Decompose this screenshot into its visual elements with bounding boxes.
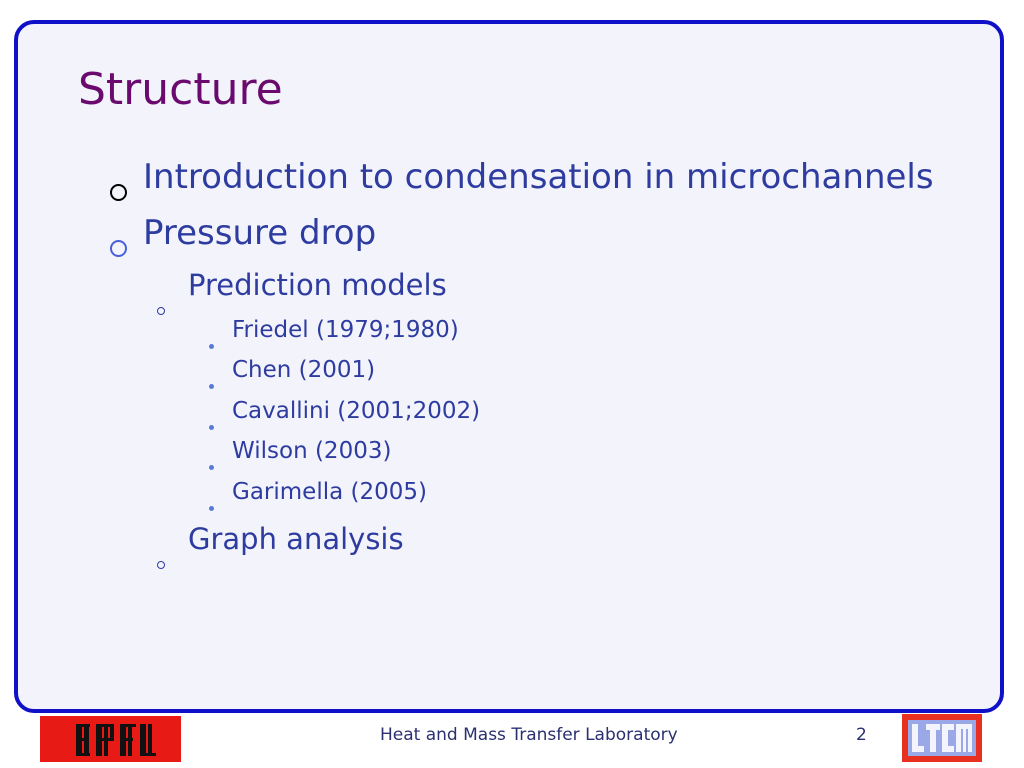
dot-bullet-icon xyxy=(209,369,214,395)
bullet-text: Introduction to condensation in microchannels xyxy=(143,157,934,197)
bullet-text: Garimella (2005) xyxy=(232,479,427,505)
bullet-text: Friedel (1979;1980) xyxy=(232,317,459,343)
hollow-circle-bullet-icon xyxy=(157,288,165,322)
dot-bullet-icon xyxy=(209,410,214,436)
page-number: 2 xyxy=(856,725,867,745)
ltcm-logo xyxy=(902,714,982,762)
hollow-circle-bullet-icon xyxy=(110,226,127,266)
dot-bullet-icon xyxy=(209,491,214,517)
footer-lab-name: Heat and Mass Transfer Laboratory xyxy=(380,725,678,745)
dot-bullet-icon xyxy=(209,450,214,476)
bullet-text: Chen (2001) xyxy=(232,357,376,383)
hollow-circle-bullet-icon xyxy=(157,542,165,576)
bullet-text: Prediction models xyxy=(188,268,447,302)
slide-title: Structure xyxy=(78,64,283,115)
bullet-text: Cavallini (2001;2002) xyxy=(232,398,481,424)
bullet-text: Pressure drop xyxy=(143,213,377,253)
dot-bullet-icon xyxy=(209,329,214,355)
epfl-logo xyxy=(40,716,181,762)
bullet-text: Wilson (2003) xyxy=(232,438,392,464)
hollow-circle-bullet-icon xyxy=(110,170,127,210)
bullet-text: Graph analysis xyxy=(188,522,404,556)
